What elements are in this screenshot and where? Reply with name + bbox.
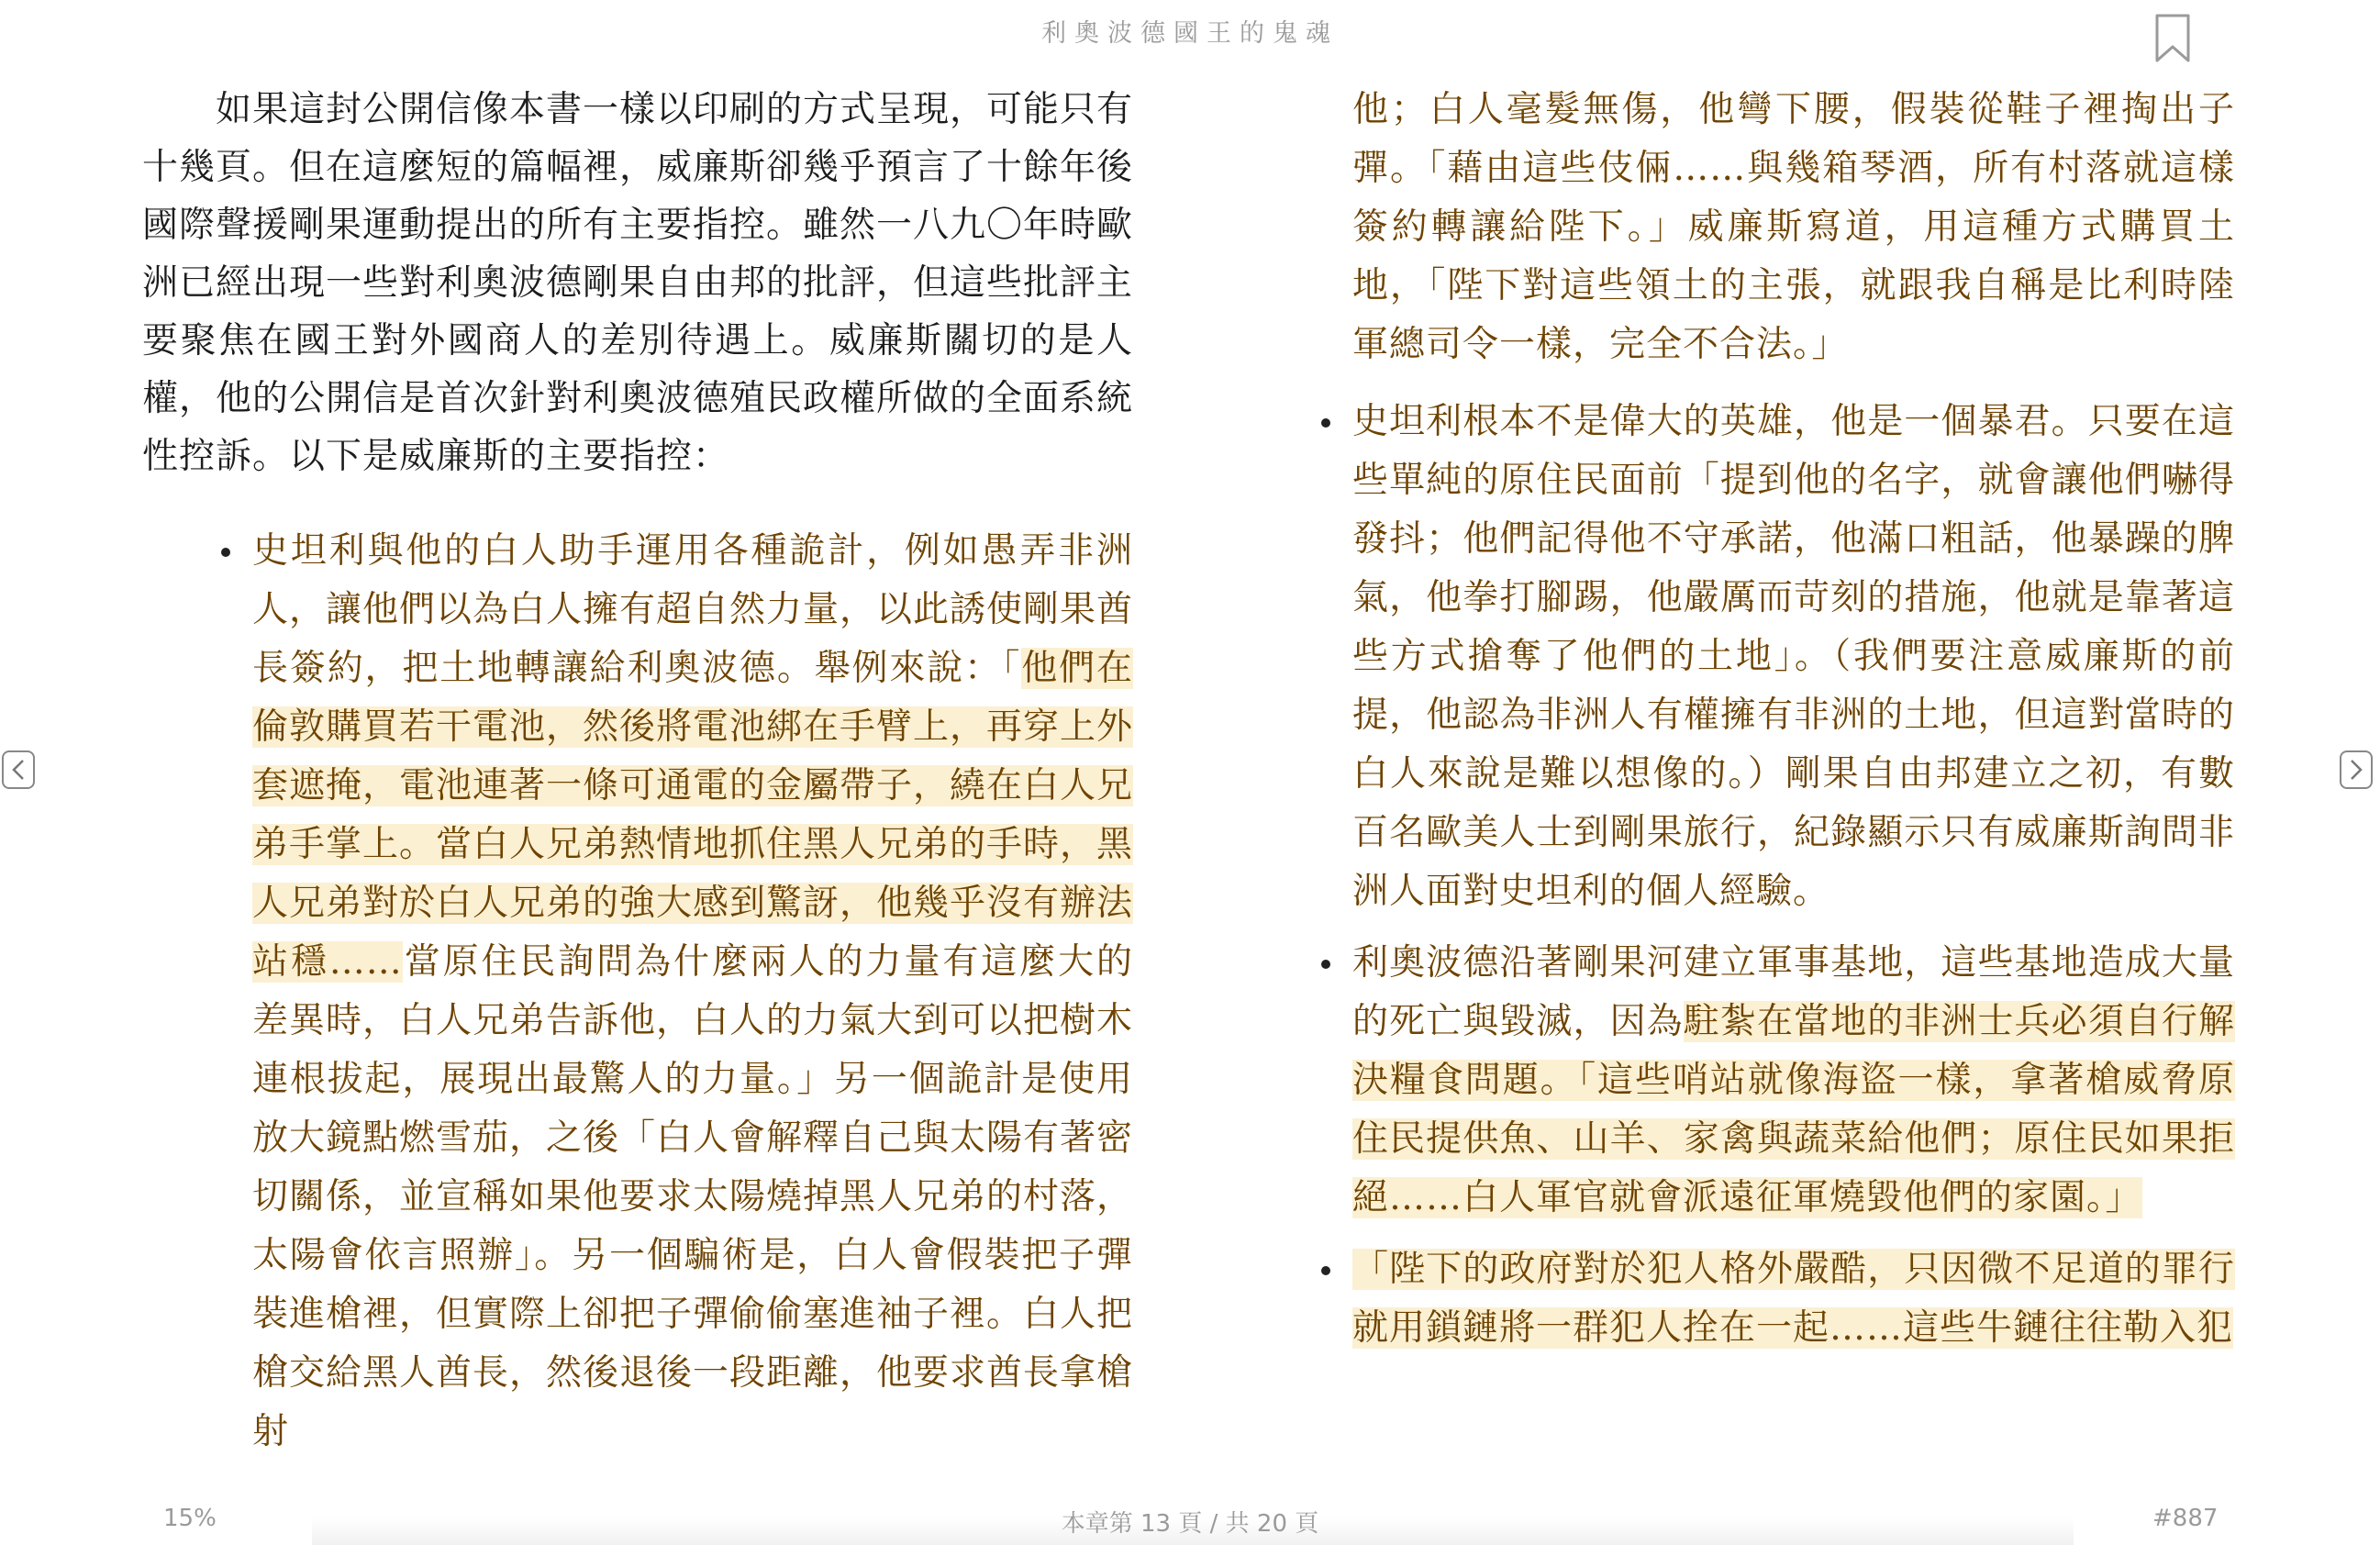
chevron-right-icon [2347,758,2365,782]
list-item [1352,1240,2235,1358]
list-item-text: 史坦利與他的白人助手運用各種詭計，例如愚弄非洲人，讓他們以為白人擁有超自然力量，以此誘使剛果酋長簽約，把土地轉讓給利奧波德。舉例來說：「 [252,530,1134,689]
location-number: #887 [2152,1505,2219,1532]
book-title: 利奧波德國王的鬼魂 [1041,19,1339,48]
highlighted-text[interactable]: 他們在倫敦購買若干電池，然後將電池綁在手臂上，再穿上外套遮掩，電池連著一條可通電的金屬帶子，繞在白人兄弟手掌上。當白人兄弟熱情地抓住黑人兄弟的手時，黑人兄弟對於白人兄弟的強大感到驚訝，他幾乎沒有辦法站穩…… [252,648,1134,983]
highlighted-text[interactable]: 駐紮在當地的非洲士兵必須自行解決糧食問題。「這些哨站就像海盜一樣，拿著槍威脅原住民提供魚、山羊、家禽與蔬菜給他們；原住民如果拒絕……白人軍官就會派遠征軍燒毀他們的家園。」 [1352,1001,2235,1218]
list-item-text: 他；白人毫髮無傷，他彎下腰，假裝從鞋子裡掏出子彈。「藉由這些伎倆……與幾箱琴酒，所有村落就這樣簽約轉讓給陛下。」威廉斯寫道，用這種方式購買土地，「陛下對這些領土的主張，就跟我自稱是比利時陸軍總司令一樣，完全不合法。」 [1352,89,2235,365]
list-item [1352,934,2235,1228]
allegation-list-continued [1352,81,2235,1358]
list-item-text: 利奧波德沿著剛果河建立軍事基地，這些基地造成大量的死亡與毀滅，因為 [1352,942,2235,1042]
list-item-text: 當原住民詢問為什麼兩人的力量有這麼大的差異時，白人兄弟告訴他，白人的力氣大到可以把樹木連根拔起，展現出最驚人的力量。」另一個詭計是使用放大鏡點燃雪茄，之後「白人會解釋自己與太陽有著密切關係，並宣稱如果他要求太陽燒掉黑人兄弟的村落，太陽會依言照辦」。另一個騙術是，白人會假裝把子彈裝進槍裡，但實際上卻把子彈偷偷塞進袖子裡。白人把槍交給黑人酋長，然後退後一段距離，他要求酋長拿槍射 [252,941,1134,1452]
list-item [1352,393,2235,921]
list-item-text: 史坦利根本不是偉大的英雄，他是一個暴君。只要在這些單純的原住民面前「提到他的名字，就會讓他們嚇得發抖；他們記得他不守承諾，他滿口粗話，他暴躁的脾氣，他拳打腳踢，他嚴厲而苛刻的措施，他就是靠著這些方式搶奪了他們的土地」。（我們要注意威廉斯的前提，他認為非洲人有權擁有非洲的土地，但這對當時的白人來說是難以想像的。）剛果自由邦建立之初，有數百名歐美人士到剛果旅行，紀錄顯示只有威廉斯詢問非洲人面對史坦利的個人經驗。 [1352,401,2235,912]
next-page-button[interactable] [2340,750,2373,789]
bookmark-icon[interactable] [2154,13,2191,64]
allegation-list [252,522,1133,1462]
list-item-continued [1352,81,2235,374]
list-item [252,522,1133,1462]
chapter-page-indicator: 本章第 13 頁 / 共 20 頁 [1061,1510,1319,1538]
intro-paragraph: 如果這封公開信像本書一樣以印刷的方式呈現，可能只有十幾頁。但在這麼短的篇幅裡，威廉斯卻幾乎預言了十餘年後國際聲援剛果運動提出的所有主要指控。雖然一八九〇年時歐洲已經出現一些對利奧波德剛果自由邦的批評，但這些批評主要聚焦在國王對外國商人的差別待遇上。威廉斯關切的是人權，他的公開信是首次針對利奧波德殖民政權所做的全面系統性控訴。以下是威廉斯的主要指控： [142,89,1134,477]
reading-progress: 15% [163,1505,217,1532]
chevron-left-icon [9,758,28,782]
highlighted-text[interactable]: 「陛下的政府對於犯人格外嚴酷，只因微不足道的罪行就用鎖鏈將一群犯人拴在一起……這些牛鏈往往勒入犯 [1352,1249,2235,1349]
right-page [1352,81,2235,1371]
left-page [142,81,1133,1474]
prev-page-button[interactable] [2,750,35,789]
